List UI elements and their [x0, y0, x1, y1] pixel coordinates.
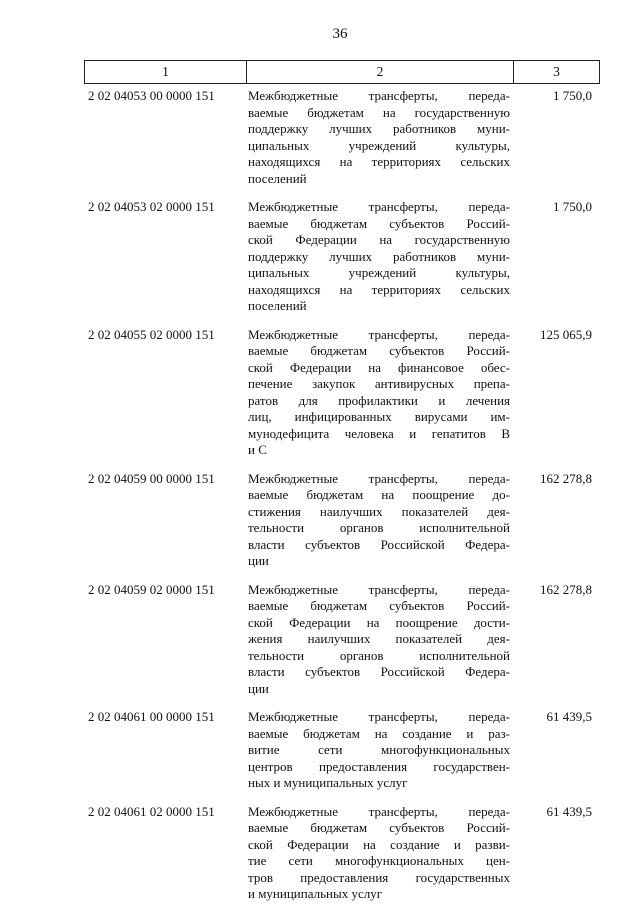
- description-line: и С: [248, 442, 267, 457]
- description-line: жения наилучших показателей дея-: [248, 631, 510, 646]
- description-line: лиц, инфицированных вирусами им-: [248, 409, 510, 424]
- description-line: Межбюджетные трансферты, переда-: [248, 326, 510, 342]
- table-row: [84, 709, 600, 792]
- description-line: ваемые бюджетам субъектов Россий-: [248, 598, 510, 613]
- description-line: ваемые бюджетам субъектов Россий-: [248, 215, 510, 231]
- table-row: [84, 804, 600, 903]
- amount: 162 278,8: [540, 470, 592, 486]
- description-line: ской Федерации на создание и разви-: [248, 836, 510, 852]
- description-line: тельности органов исполнительной: [248, 520, 510, 535]
- column-header-1: 1: [85, 61, 247, 83]
- description-line: ципальных учреждений культуры,: [248, 137, 510, 153]
- table-row: [84, 582, 600, 698]
- description-line: власти субъектов Российской Федера-: [248, 536, 510, 552]
- description-line: поддержку лучших работников муни-: [248, 121, 510, 136]
- description-line: ваемые бюджетам на государственную: [248, 104, 510, 120]
- row-description: [248, 327, 510, 459]
- amount: 1 750,0: [553, 88, 592, 103]
- description-line: ваемые бюджетам на поощрение до-: [248, 487, 510, 502]
- description-line: ципальных учреждений культуры,: [248, 265, 510, 280]
- budget-code: 2 02 04053 00 0000 151: [88, 88, 215, 103]
- description-line: власти субъектов Российской Федера-: [248, 664, 510, 679]
- row-description: [248, 471, 510, 570]
- row-description: [248, 709, 510, 792]
- budget-code: 2 02 04059 00 0000 151: [88, 470, 215, 486]
- description-line: Межбюджетные трансферты, переда-: [248, 581, 510, 597]
- budget-code: 2 02 04061 00 0000 151: [88, 709, 215, 724]
- description-line: поселений: [248, 298, 307, 313]
- table-row: [84, 199, 600, 315]
- description-line: находящихся на территориях сельских: [248, 154, 510, 169]
- table-row: [84, 88, 600, 187]
- description-line: и муниципальных услуг: [248, 886, 383, 901]
- column-header-2: 2: [247, 61, 514, 83]
- description-line: ской Федерации на поощрение дости-: [248, 614, 510, 630]
- description-line: находящихся на территориях сельских: [248, 281, 510, 297]
- description-line: витие сети многофункциональных: [248, 742, 510, 757]
- description-line: стижения наилучших показателей дея-: [248, 503, 510, 519]
- description-line: ваемые бюджетам субъектов Россий-: [248, 820, 510, 835]
- table-row: [84, 471, 600, 570]
- description-line: Межбюджетные трансферты, переда-: [248, 88, 510, 103]
- budget-code: 2 02 04055 02 0000 151: [88, 326, 215, 342]
- row-description: [248, 582, 510, 698]
- description-line: ваемые бюджетам субъектов Россий-: [248, 343, 510, 358]
- description-line: центров предоставления государствен-: [248, 758, 510, 774]
- description-line: ции: [248, 553, 269, 568]
- amount: 162 278,8: [540, 581, 592, 597]
- description-line: тров предоставления государственных: [248, 869, 510, 885]
- description-line: печение закупок антивирусных препа-: [248, 376, 510, 391]
- description-line: ных и муниципальных услуг: [248, 775, 408, 790]
- amount: 61 439,5: [546, 803, 592, 819]
- page-number: 36: [332, 26, 348, 42]
- description-line: мунодефицита человека и гепатитов В: [248, 425, 510, 441]
- row-description: [248, 88, 510, 187]
- description-line: ваемые бюджетам на создание и раз-: [248, 725, 510, 741]
- table-row: [84, 327, 600, 459]
- description-line: тельности органов исполнительной: [248, 647, 510, 663]
- column-header-3: 3: [553, 64, 560, 79]
- description-line: ции: [248, 680, 269, 696]
- amount: 61 439,5: [546, 709, 592, 724]
- row-description: [248, 804, 510, 903]
- table-body: [84, 88, 600, 915]
- description-line: Межбюджетные трансферты, переда-: [248, 470, 510, 486]
- description-line: ратов для профилактики и лечения: [248, 392, 510, 408]
- description-line: поселений: [248, 170, 307, 186]
- description-line: тие сети многофункциональных цен-: [248, 853, 510, 868]
- amount: 125 065,9: [540, 326, 592, 342]
- description-line: ской Федерации на государственную: [248, 232, 510, 247]
- description-line: ской Федерации на финансовое обес-: [248, 359, 510, 375]
- description-line: Межбюджетные трансферты, переда-: [248, 709, 510, 724]
- description-line: поддержку лучших работников муни-: [248, 248, 510, 264]
- budget-code: 2 02 04059 02 0000 151: [88, 581, 215, 597]
- table-header: [84, 60, 600, 84]
- row-description: [248, 199, 510, 315]
- description-line: Межбюджетные трансферты, переда-: [248, 803, 510, 819]
- budget-code: 2 02 04053 02 0000 151: [88, 199, 215, 214]
- description-line: Межбюджетные трансферты, переда-: [248, 199, 510, 214]
- budget-code: 2 02 04061 02 0000 151: [88, 803, 215, 819]
- amount: 1 750,0: [553, 199, 592, 214]
